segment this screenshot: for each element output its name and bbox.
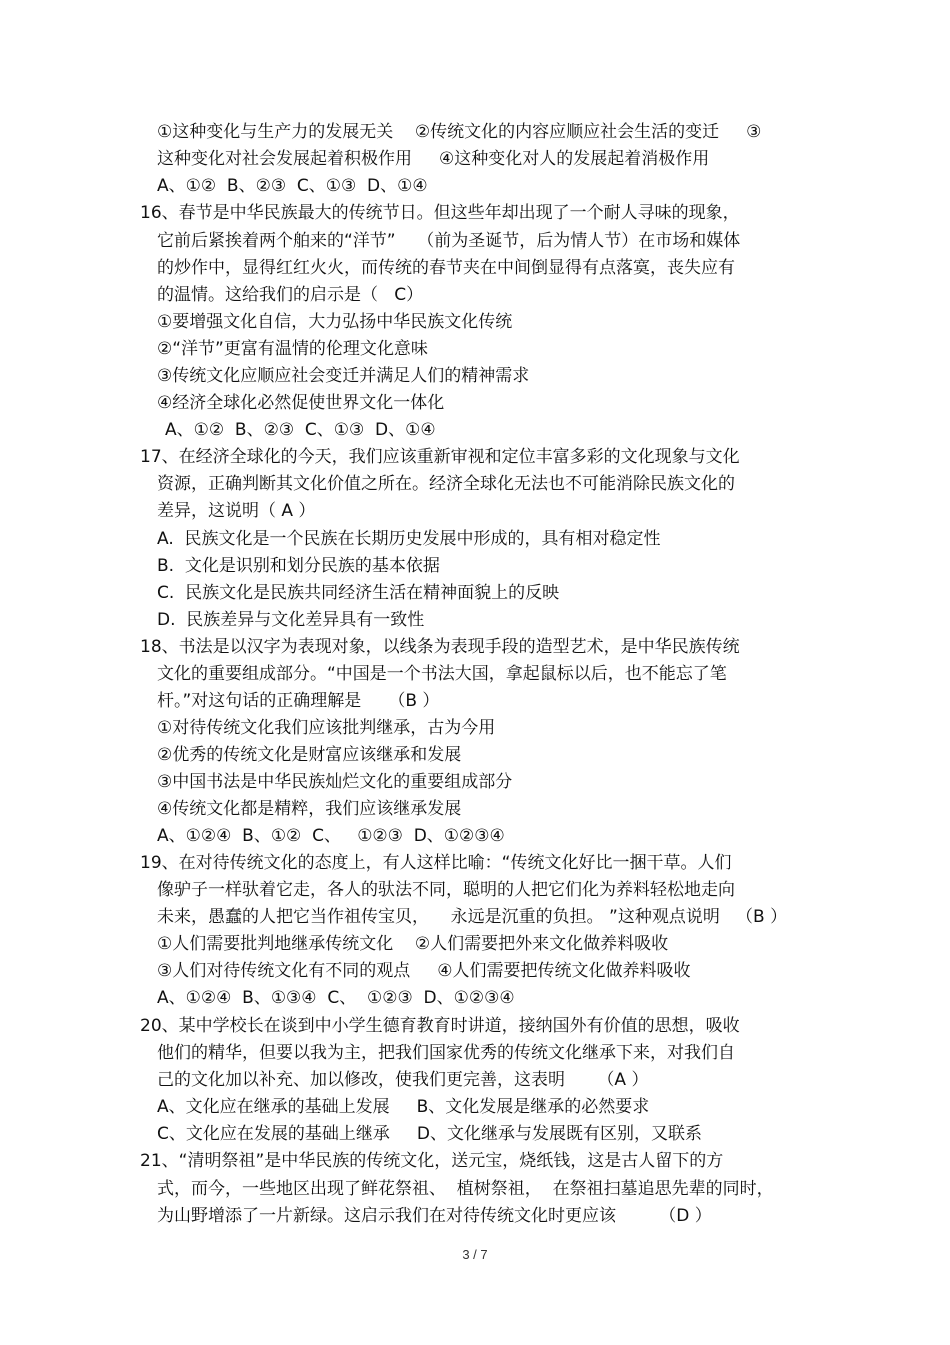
text-line: C. 民族文化是民族共同经济生活在精神面貌上的反映 [157,583,560,603]
text-line: 文化的重要组成部分。“中国是一个书法大国，拿起鼠标以后，也不能忘了笔 [157,664,727,684]
text-line: D. 民族差异与文化差异具有一致性 [157,610,425,630]
text-line: 差异，这说明（ A ） [157,501,316,521]
text-line: 杆。”对这句话的正确理解是 （B ） [157,691,440,711]
text-line: ②优秀的传统文化是财富应该继承和发展 [157,745,462,765]
text-line: ③中国书法是中华民族灿烂文化的重要组成部分 [157,772,513,792]
text-line: A、①②④ B、①② C、 ①②③ D、①②③④ [157,826,505,846]
text-line: 20、某中学校长在谈到中小学生德育教育时讲道，接纳国外有价值的思想，吸收 [140,1016,740,1036]
text-line: 资源，正确判断其文化价值之所在。经济全球化无法也不可能消除民族文化的 [157,474,735,494]
text-line: A、①② B、②③ C、①③ D、①④ [165,420,436,440]
text-line: 像驴子一样驮着它走，各人的驮法不同，聪明的人把它们化为养料轻松地走向 [157,880,735,900]
text-line: ④传统文化都是精粹，我们应该继承发展 [157,799,462,819]
text-line: ①对待传统文化我们应该批判继承，古为今用 [157,718,496,738]
text-line: A. 民族文化是一个民族在长期历史发展中形成的，具有相对稳定性 [157,529,661,549]
text-line: B. 文化是识别和划分民族的基本依据 [157,556,440,576]
text-line: A、①② B、②③ C、①③ D、①④ [157,176,428,196]
text-line: 它前后紧挨着两个舶来的“洋节” （前为圣诞节，后为情人节）在市场和媒体 [157,231,741,251]
text-line: A、文化应在继承的基础上发展 B、文化发展是继承的必然要求 [157,1097,650,1117]
text-line: ③人们对待传统文化有不同的观点 ④人们需要把传统文化做养料吸收 [157,961,691,981]
text-line: ①要增强文化自信，大力弘扬中华民族文化传统 [157,312,513,332]
text-line: 这种变化对社会发展起着积极作用 ④这种变化对人的发展起着消极作用 [157,149,710,169]
text-line: 21、“清明祭祖”是中华民族的传统文化，送元宝，烧纸钱，这是古人留下的方 [140,1151,724,1171]
text-line: C、文化应在发展的基础上继承 D、文化继承与发展既有区别，又联系 [157,1124,702,1144]
text-line: 16、春节是中华民族最大的传统节日。但这些年却出现了一个耐人寻味的现象， [140,203,740,223]
page-number: 3 / 7 [462,1247,488,1262]
text-line: 19、在对待传统文化的态度上，有人这样比喻：“传统文化好比一捆干草。人们 [140,853,732,873]
text-line: 未来，愚蠢的人把它当作祖传宝贝， 永远是沉重的负担。 ”这种观点说明 （B ） [157,907,788,927]
text-line: 己的文化加以补充、加以修改，使我们更完善，这表明 （A ） [157,1070,649,1090]
text-line: 他们的精华，但要以我为主，把我们国家优秀的传统文化继承下来，对我们自 [157,1043,735,1063]
text-line: A、①②④ B、①③④ C、 ①②③ D、①②③④ [157,988,515,1008]
text-line: ②“洋节”更富有温情的伦理文化意味 [157,339,428,359]
text-line: 的炒作中，显得红红火火，而传统的春节夹在中间倒显得有点落寞，丧失应有 [157,258,735,278]
text-line: ③传统文化应顺应社会变迁并满足人们的精神需求 [157,366,530,386]
text-line: ①这种变化与生产力的发展无关 ②传统文化的内容应顺应社会生活的变迁 ③ [157,122,762,142]
text-line: ④经济全球化必然促使世界文化一体化 [157,393,445,413]
text-line: 为山野增添了一片新绿。这启示我们在对待传统文化时更应该 （D ） [157,1206,712,1226]
text-line: 的温情。这给我们的启示是（ C） [157,285,424,305]
text-line: 式，而今，一些地区出现了鲜花祭祖、 植树祭祖， 在祭祖扫墓追思先辈的同时， [157,1179,774,1199]
text-line: ①人们需要批判地继承传统文化 ②人们需要把外来文化做养料吸收 [157,934,669,954]
text-line: 17、在经济全球化的今天，我们应该重新审视和定位丰富多彩的文化现象与文化 [140,447,740,467]
text-line: 18、书法是以汉字为表现对象，以线条为表现手段的造型艺术，是中华民族传统 [140,637,740,657]
